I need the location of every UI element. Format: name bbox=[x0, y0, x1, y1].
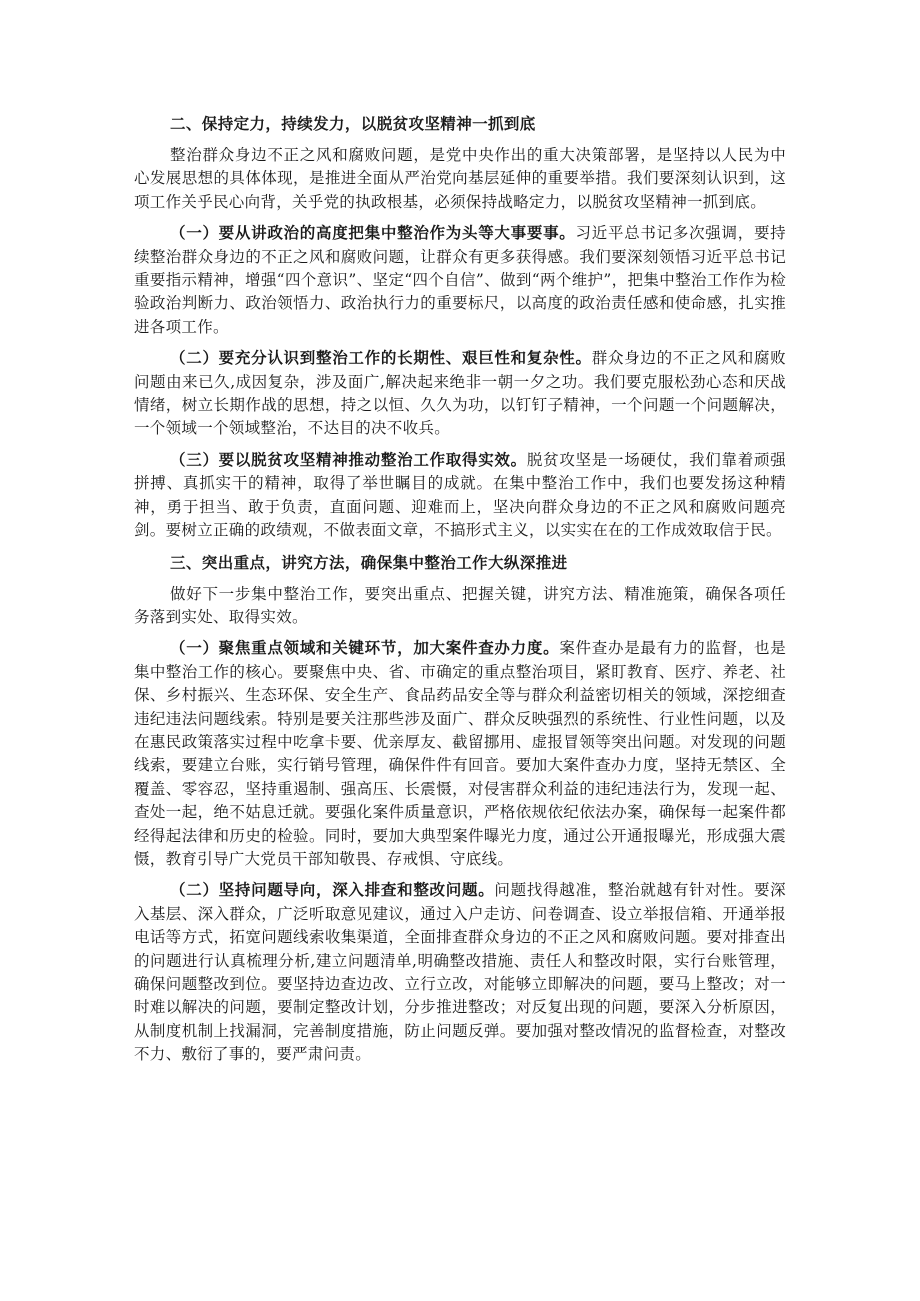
paragraph-text: 做好下一步集中整治工作，要突出重点、把握关键，讲究方法、精准施策，确保各项任务落到实处、取得实效。 bbox=[134, 584, 786, 626]
paragraph-text: 习近平总书记多次强调，要持续整治群众身边的不正之风和腐败问题，让群众有更多获得感。我们要深刻领悟习近平总书记重要指示精神，增强“四个意识”、坚定“四个自信”、做到“两个维护”，把集中整治工作作为检验政治判断力、政治领悟力、政治执行力的重要标尺，以高度的政治责任感和使命感，扎实推进各项工作。 bbox=[134, 224, 786, 336]
paragraph-2-3 bbox=[134, 449, 786, 543]
paragraph-3-1 bbox=[134, 637, 786, 871]
document-page bbox=[134, 112, 786, 1075]
paragraph-lead: （一）聚焦重点领域和关键环节，加大案件查办力度。 bbox=[170, 639, 560, 658]
paragraph-3-2 bbox=[134, 879, 786, 1066]
paragraph-text: 群众身边的不正之风和腐败问题由来已久,成因复杂，涉及面广,解决起来绝非一朝一夕之功。我们要克服松劲心态和厌战情绪，树立长期作战的思想，持之以恒、久久为功，以钉钉子精神，一个问题一个问题解决，一个领域一个领域整治，不达目的决不收兵。 bbox=[134, 349, 786, 438]
paragraph-intro-2 bbox=[134, 144, 786, 214]
paragraph-intro-3 bbox=[134, 583, 786, 630]
paragraph-text: 整治群众身边不正之风和腐败问题，是党中央作出的重大决策部署，是坚持以人民为中心发展思想的具体体现，是推进全面从严治党向基层延伸的重要举措。我们要深刻认识到，这项工作关乎民心向背，关乎党的执政根基，必须保持战略定力，以脱贫攻坚精神一抓到底。 bbox=[134, 146, 786, 211]
section-heading-3: 三、突出重点，讲究方法，确保集中整治工作大纵深推进 bbox=[170, 553, 568, 572]
paragraph-lead: （二）要充分认识到整治工作的长期性、艰巨性和复杂性。 bbox=[170, 349, 592, 368]
paragraph-text: 问题找得越准，整治就越有针对性。要深入基层、深入群众，广泛听取意见建议，通过入户走访、问卷调查、设立举报信箱、开通举报电话等方式，拓宽问题线索收集渠道，全面排查群众身边的不正之风和腐败问题。要对排查出的问题进行认真梳理分析,建立问题清单,明确整改措施、责任人和整改时限，实行台账管理，确保问题整改到位。要坚持边查边改、立行立改，对能够立即解决的问题，要马上整改；对一时难以解决的问题，要制定整改计划，分步推进整改；对反复出现的问题，要深入分析原因，从制度机制上找漏洞，完善制度措施，防止问题反弹。要加强对整改情况的监督检查，对整改不力、敷衍了事的，要严肃问责。 bbox=[134, 881, 786, 1064]
section-heading-2: 二、保持定力，持续发力，以脱贫攻坚精神一抓到底 bbox=[170, 115, 536, 133]
paragraph-2-2 bbox=[134, 347, 786, 441]
paragraph-lead: （二）坚持问题导向，深入排查和整改问题。 bbox=[170, 881, 495, 900]
paragraph-text: 案件查办是最有力的监督，也是集中整治工作的核心。要聚焦中央、省、市确定的重点整治项目，紧盯教育、医疗、养老、社保、乡村振兴、生态环保、安全生产、食品药品安全等与群众利益密切相关的领域，深挖细查违纪违法问题线索。特别是要关注那些涉及面广、群众反映强烈的系统性、行业性问题，以及在惠民政策落实过程中吃拿卡要、优亲厚友、截留挪用、虚报冒领等突出问题。对发现的问题线索，要建立台账，实行销号管理，确保件件有回音。要加大案件查办力度，坚持无禁区、全覆盖、零容忍，坚持重遏制、强高压、长震慑，对侵害群众利益的违纪违法行为，发现一起、查处一起，绝不姑息迁就。要强化案件质量意识，严格依规依纪依法办案，确保每一起案件都经得起法律和历史的检验。同时，要加大典型案件曝光力度，通过公开通报曝光，形成强大震慑，教育引导广大党员干部知敬畏、存戒惧、守底线。 bbox=[134, 639, 787, 868]
paragraph-text: 脱贫攻坚是一场硬仗，我们靠着顽强拼搏、真抓实干的精神，取得了举世瞩目的成就。在集中整治工作中，我们也要发扬这种精神，勇于担当、敢于负责，直面问题、迎难而上，坚决向群众身边的不正之风和腐败问题亮剑。要树立正确的政绩观，不做表面文章，不搞形式主义，以实实在在的工作成效取信于民。 bbox=[134, 450, 786, 540]
paragraph-2-1 bbox=[134, 222, 786, 339]
paragraph-lead: （三）要以脱贫攻坚精神推动整治工作取得实效。 bbox=[170, 450, 527, 469]
paragraph-lead: （一）要从讲政治的高度把集中整治作为头等大事要事。 bbox=[170, 224, 576, 243]
